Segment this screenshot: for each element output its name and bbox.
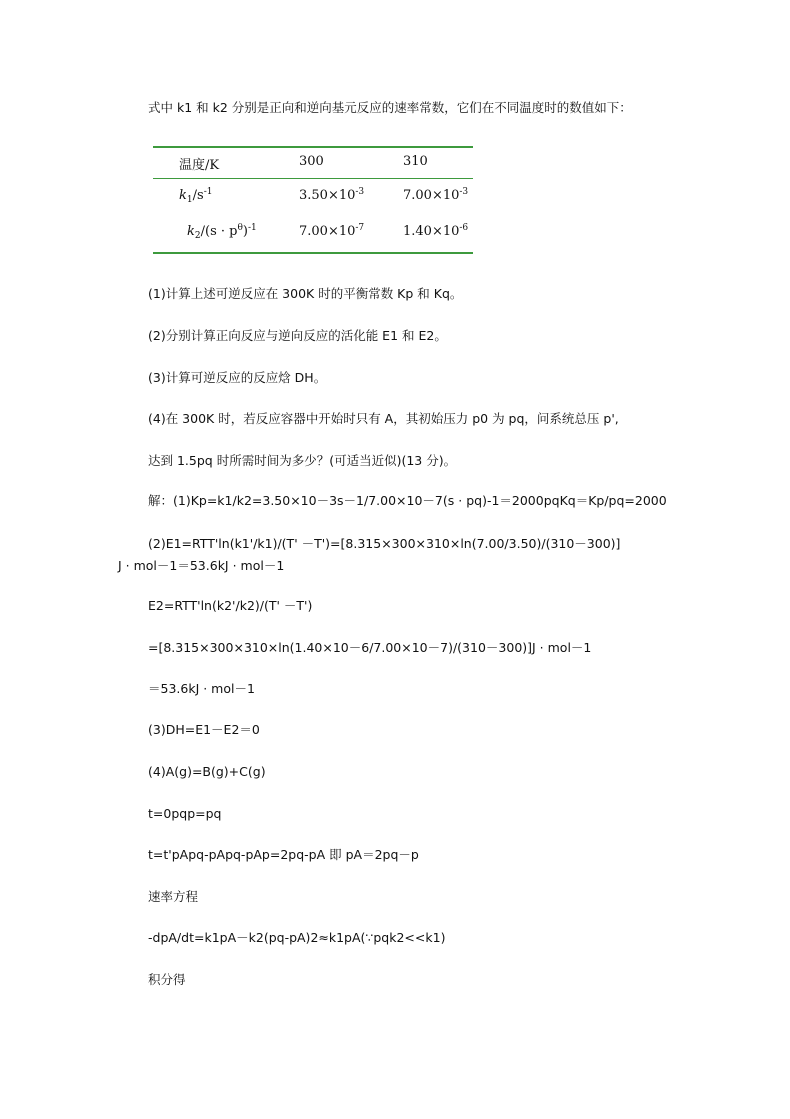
row-k2-label: $k_2/(s \cdot p^\theta)^{-1}$ — [187, 223, 257, 241]
header-temperature: 温度/K — [179, 158, 220, 173]
solution-line-5: =[8.315×300×310×ln(1.40×10－6/7.00×10－7)/(310－300)]J · mol－1 — [148, 640, 592, 655]
header-310: 310 — [403, 154, 428, 169]
question-2: (2)分别计算正向反应与逆向反应的活化能 E1 和 E2。 — [148, 328, 447, 343]
question-3: (3)计算可逆反应的反应焓 DH。 — [148, 370, 327, 385]
row-k2-300: $7.00\times 10^{-7}$ — [299, 223, 365, 239]
solution-line-13: 积分得 — [148, 972, 186, 987]
table-bottom-rule — [153, 252, 473, 254]
solution-line-1: 解：(1)Kp=k1/k2=3.50×10－3s－1/7.00×10－7(s · pq)-1＝2000pqKq＝Kp/pq=2000 — [148, 493, 667, 508]
solution-line-7: (3)DH=E1－E2＝0 — [148, 722, 260, 737]
question-1: (1)计算上述可逆反应在 300K 时的平衡常数 Kp 和 Kq。 — [148, 286, 463, 301]
solution-line-12: -dpA/dt=k1pA－k2(pq-pA)2≈k1pA(∵pqk2<<k1) — [148, 930, 446, 945]
solution-line-2: (2)E1=RTT'ln(k1'/k1)/(T' －T')=[8.315×300×310×ln(7.00/3.50)/(310－300)] — [148, 536, 621, 551]
table-header-rule — [153, 178, 473, 179]
solution-line-9: t=0pqp=pq — [148, 806, 222, 821]
solution-line-10: t=t'pApq-pApq-pAp=2pq-pA 即 pA＝2pq－p — [148, 847, 419, 862]
intro-text: 式中 k1 和 k2 分别是正向和逆向基元反应的速率常数，它们在不同温度时的数值如下： — [148, 100, 632, 115]
header-300: 300 — [299, 154, 324, 169]
row-k1-label: $k_1/s^{-1}$ — [179, 187, 213, 205]
question-4-cont: 达到 1.5pq 时所需时间为多少？(可适当近似)(13 分)。 — [148, 453, 457, 468]
row-k1-300: $3.50\times 10^{-3}$ — [299, 187, 365, 203]
solution-line-8: (4)A(g)=B(g)+C(g) — [148, 764, 266, 779]
row-k1-310: $7.00\times 10^{-3}$ — [403, 187, 469, 203]
solution-line-4: E2=RTT'ln(k2'/k2)/(T' －T') — [148, 598, 313, 613]
solution-line-11: 速率方程 — [148, 889, 199, 904]
solution-line-6: ＝53.6kJ · mol－1 — [148, 681, 255, 696]
row-k2-310: $1.40\times 10^{-6}$ — [403, 223, 469, 239]
question-4: (4)在 300K 时，若反应容器中开始时只有 A，其初始压力 p0 为 pq，问系统总压 p', — [148, 411, 619, 426]
table-top-rule — [153, 146, 473, 148]
solution-line-3: J · mol－1＝53.6kJ · mol－1 — [118, 558, 285, 573]
